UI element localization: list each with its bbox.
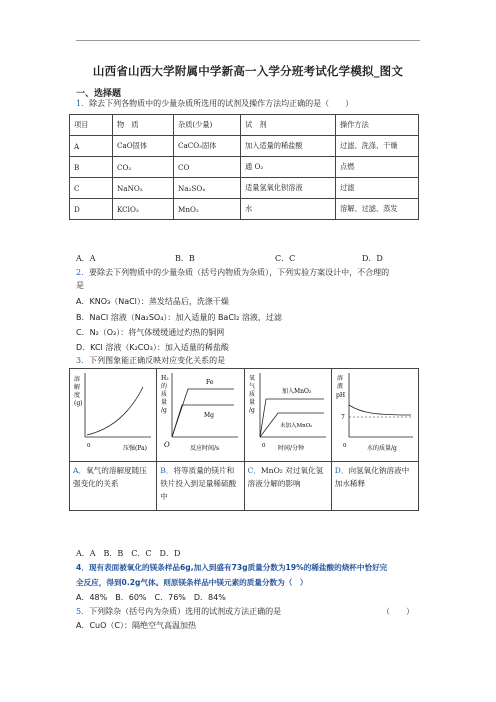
svg-text:质: 质 (248, 391, 255, 398)
question-2-option-b: B．NaCl 溶液（Na₂SO₄）：加入适量的 BaCl₂ 溶液，过滤 (76, 313, 282, 322)
graph-a (73, 371, 153, 459)
svg-text:氧: 氧 (248, 375, 255, 382)
graph-b-cell (157, 369, 244, 462)
caption-d: D．向氢氧化钠溶液中加水稀释 (331, 462, 418, 511)
graph-a-cell (70, 369, 157, 462)
svg-text:量: 量 (161, 399, 168, 406)
question-3-table (69, 368, 419, 511)
question-1-stem: 1．除去下列各物质中的少量杂质所选用的试剂及操作方法均正确的是（ ） (76, 99, 354, 108)
graph-b (160, 371, 240, 459)
svg-text:O: O (164, 441, 170, 449)
question-4-stem: 4．现有表面被氧化的镁条样品6g,加入到盛有73g质量分数为19%的稀盐酸的烧杯中恰好完 (76, 563, 388, 572)
question-2-option-a: A．KNO₃（NaCl）：蒸发结晶后，洗涤干燥 (76, 297, 229, 306)
svg-text:未加入MnO₂: 未加入MnO₂ (279, 423, 312, 429)
question-2-option-d: D．KCl 溶液（K₂CO₃）：加入适量的稀盐酸 (76, 343, 229, 352)
svg-text:液: 液 (336, 383, 343, 390)
svg-text:解: 解 (74, 384, 81, 391)
header-rule (76, 40, 420, 41)
question-1-option-b: B．B (175, 254, 195, 263)
table-header-cell: 项目 (70, 115, 113, 136)
table-header-row (70, 115, 419, 136)
question-1-option-c: C．C (275, 254, 296, 263)
table-header-cell: 操作方法 (336, 115, 419, 136)
svg-text:Fe: Fe (206, 379, 214, 386)
svg-text:度: 度 (74, 392, 81, 399)
question-5-option-a: A．CuO（C）：隔绝空气高温加热 (76, 621, 197, 630)
graph-b-fe-line (172, 389, 234, 437)
svg-text:7: 7 (340, 414, 345, 421)
question-1-table (69, 114, 419, 220)
graph-c-add-line (260, 399, 324, 437)
svg-text:水的质量/g: 水的质量/g (366, 445, 397, 452)
question-5-stem: 5．下列除杂（括号内为杂质）选用的试剂或方法正确的是 (76, 607, 282, 616)
svg-text:0: 0 (342, 443, 347, 449)
section-heading: 一、选择题 (76, 89, 122, 99)
question-1-option-a: A．A (76, 254, 96, 263)
graph-c (248, 371, 328, 459)
question-2-option-c: C．N₂（O₂）：将气体缓缓通过灼热的铜网 (76, 328, 225, 337)
svg-text:0: 0 (261, 443, 265, 449)
svg-text:H₂: H₂ (161, 375, 169, 382)
table-row: A CaO固体 CaCO₃固体 加入适量的稀盐酸 过滤、洗涤、干燥 (70, 136, 419, 157)
svg-text:pH: pH (335, 392, 345, 399)
question-2-stem: 2．要除去下列物质中的少量杂质（括号内物质为杂质），下列实验方案设计中，不合理的 (76, 268, 390, 277)
question-5-blank: （ ） (382, 607, 414, 616)
svg-text:量: 量 (248, 399, 255, 406)
table-header-cell: 杂质(少量) (174, 115, 241, 136)
graph-row (70, 369, 419, 462)
svg-text:溶: 溶 (336, 375, 343, 382)
graph-d-cell (331, 369, 418, 462)
svg-text:(g): (g) (74, 400, 83, 407)
svg-text:溶: 溶 (74, 376, 81, 383)
table-row: C NaNO₃ Na₂SO₄ 适量氢氧化钡溶液 过滤 (70, 178, 419, 199)
question-4-stem-cont: 全反应，得到0.2g气体。则原镁条样品中镁元素的质量分数为（ ） (76, 578, 308, 587)
graph-a-curve (87, 387, 143, 435)
svg-text:Mg: Mg (204, 412, 215, 419)
caption-row (70, 462, 419, 511)
svg-text:的: 的 (161, 383, 168, 390)
svg-text:质: 质 (161, 391, 168, 398)
svg-text:/g: /g (161, 407, 168, 414)
graph-d-curve (349, 405, 411, 415)
question-2-stem-cont: 是 (76, 281, 84, 290)
table-header-cell: 物 质 (113, 115, 174, 136)
caption-c: C．MnO₂ 对过氧化氢溶液分解的影响 (244, 462, 331, 511)
table-row: B CO₂ CO 通 O₂ 点燃 (70, 157, 419, 178)
question-3-stem: 3．下列图象能正确反映对应变化关系的是 (76, 356, 226, 365)
caption-b: B．将等质量的镁片和铁片投入到足量稀硫酸中 (157, 462, 244, 511)
svg-text:时间/分钟: 时间/分钟 (277, 445, 304, 452)
caption-a: A．氧气的溶解度随压强变化的关系 (70, 462, 157, 511)
table-header-cell: 试 剂 (241, 115, 336, 136)
svg-text:/g: /g (248, 407, 255, 414)
svg-text:反应时间/s: 反应时间/s (190, 445, 220, 452)
question-1-option-d: D．D (362, 254, 383, 263)
question-3-options: A．A B．B C．C D．D (76, 549, 181, 558)
page-title: 山西省山西大学附属中学新高一入学分班考试化学模拟_图文 (92, 64, 404, 78)
graph-c-cell (244, 369, 331, 462)
graph-d (335, 371, 415, 459)
svg-text:气: 气 (248, 383, 255, 390)
table-row: D KClO₃ MnO₂ 水 溶解、过滤、蒸发 (70, 199, 419, 220)
svg-text:压强(Pa): 压强(Pa) (123, 445, 148, 452)
question-4-options: A．48% B．60% C．76% D．84% (76, 593, 226, 602)
svg-text:加入MnO₂: 加入MnO₂ (281, 388, 311, 395)
svg-text:0: 0 (87, 443, 91, 449)
